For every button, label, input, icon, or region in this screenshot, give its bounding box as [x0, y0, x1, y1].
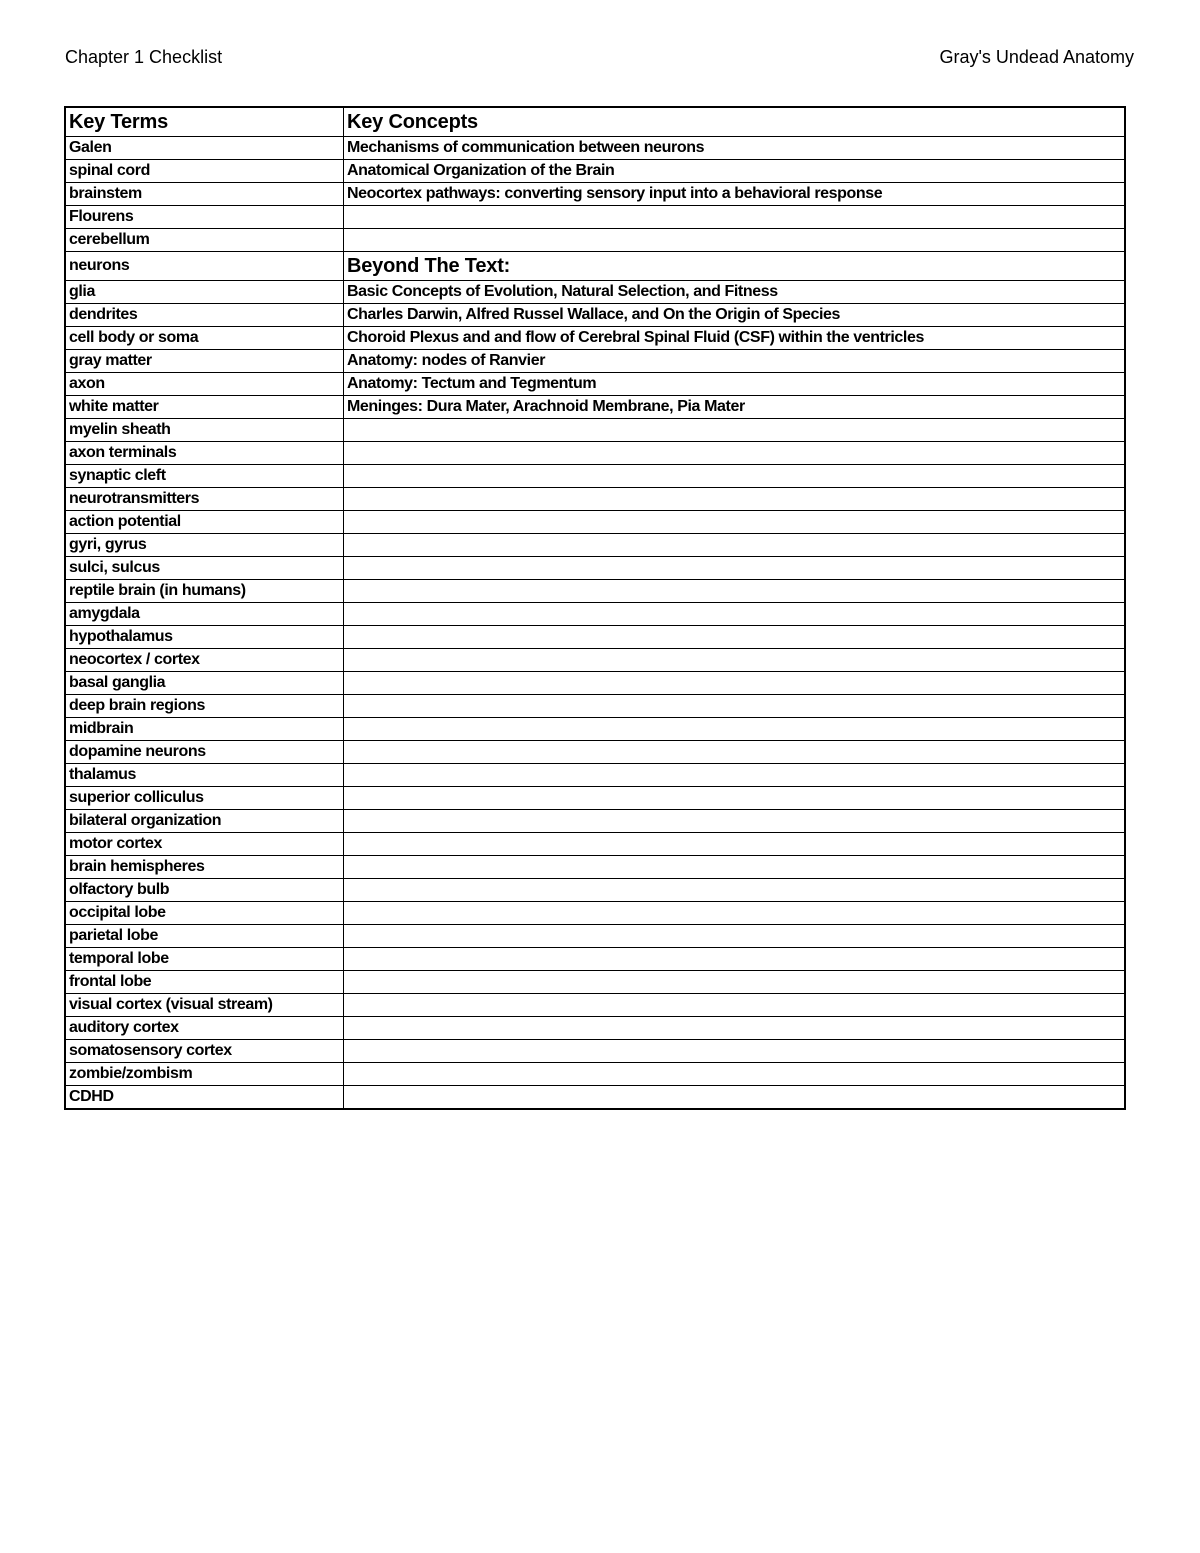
table-row	[65, 252, 1125, 281]
key-term-cell: temporal lobe	[65, 948, 344, 971]
key-term-cell: neocortex / cortex	[65, 649, 344, 672]
key-term-cell: Flourens	[65, 206, 344, 229]
key-concept-cell: Anatomy: Tectum and Tegmentum	[344, 373, 1126, 396]
key-term-cell: dendrites	[65, 304, 344, 327]
table-header-row	[65, 107, 1125, 137]
key-concept-cell	[344, 695, 1126, 718]
key-term-cell: myelin sheath	[65, 419, 344, 442]
key-concept-cell	[344, 948, 1126, 971]
key-term-cell: motor cortex	[65, 833, 344, 856]
key-term-cell: hypothalamus	[65, 626, 344, 649]
key-concept-cell	[344, 787, 1126, 810]
table-row	[65, 160, 1125, 183]
key-concept-cell	[344, 1017, 1126, 1040]
table-row	[65, 695, 1125, 718]
table-row	[65, 810, 1125, 833]
key-term-cell: midbrain	[65, 718, 344, 741]
key-term-cell: occipital lobe	[65, 902, 344, 925]
key-concept-cell	[344, 229, 1126, 252]
table-row	[65, 557, 1125, 580]
table-row	[65, 327, 1125, 350]
key-concept-cell	[344, 580, 1126, 603]
column-header-key-terms: Key Terms	[65, 107, 344, 137]
key-concept-cell	[344, 488, 1126, 511]
table-row	[65, 419, 1125, 442]
column-header-key-concepts: Key Concepts	[344, 107, 1126, 137]
key-term-cell: parietal lobe	[65, 925, 344, 948]
key-concept-cell	[344, 626, 1126, 649]
table-row	[65, 1063, 1125, 1086]
key-term-cell: thalamus	[65, 764, 344, 787]
key-term-cell: basal ganglia	[65, 672, 344, 695]
table-row	[65, 833, 1125, 856]
key-term-cell: gray matter	[65, 350, 344, 373]
key-concept-cell: Charles Darwin, Alfred Russel Wallace, and On the Origin of Species	[344, 304, 1126, 327]
key-concept-cell	[344, 718, 1126, 741]
key-term-cell: axon terminals	[65, 442, 344, 465]
key-concept-cell	[344, 1086, 1126, 1110]
table-row	[65, 534, 1125, 557]
key-term-cell: cerebellum	[65, 229, 344, 252]
key-concept-cell	[344, 833, 1126, 856]
key-concept-cell	[344, 442, 1126, 465]
table-row	[65, 229, 1125, 252]
table-row	[65, 787, 1125, 810]
key-concept-cell: Neocortex pathways: converting sensory input into a behavioral response	[344, 183, 1126, 206]
table-row	[65, 442, 1125, 465]
key-concept-cell	[344, 649, 1126, 672]
table-row	[65, 649, 1125, 672]
key-term-cell: brainstem	[65, 183, 344, 206]
key-term-cell: frontal lobe	[65, 971, 344, 994]
key-term-cell: sulci, sulcus	[65, 557, 344, 580]
key-concept-cell	[344, 994, 1126, 1017]
table-row	[65, 925, 1125, 948]
table-row	[65, 879, 1125, 902]
table-row	[65, 488, 1125, 511]
page-header-title: Chapter 1 Checklist	[65, 47, 223, 67]
key-term-cell: gyri, gyrus	[65, 534, 344, 557]
table-row	[65, 281, 1125, 304]
key-term-cell: cell body or soma	[65, 327, 344, 350]
key-concept-cell	[344, 902, 1126, 925]
key-term-cell: glia	[65, 281, 344, 304]
section-heading-beyond-the-text: Beyond The Text:	[344, 252, 1126, 281]
table-row	[65, 626, 1125, 649]
table-row	[65, 856, 1125, 879]
key-concept-cell: Choroid Plexus and and flow of Cerebral Spinal Fluid (CSF) within the ventricles	[344, 327, 1126, 350]
table-row	[65, 373, 1125, 396]
table-row	[65, 1017, 1125, 1040]
key-term-cell: spinal cord	[65, 160, 344, 183]
key-term-cell: visual cortex (visual stream)	[65, 994, 344, 1017]
key-term-cell: zombie/zombism	[65, 1063, 344, 1086]
key-term-cell: dopamine neurons	[65, 741, 344, 764]
key-term-cell: axon	[65, 373, 344, 396]
key-concept-cell	[344, 511, 1126, 534]
key-concept-cell	[344, 603, 1126, 626]
key-term-cell: brain hemispheres	[65, 856, 344, 879]
key-concept-cell	[344, 206, 1126, 229]
key-concept-cell: Mechanisms of communication between neurons	[344, 137, 1126, 160]
key-term-cell: neurons	[65, 252, 344, 281]
table-row	[65, 137, 1125, 160]
key-term-cell: deep brain regions	[65, 695, 344, 718]
key-term-cell: white matter	[65, 396, 344, 419]
table-row	[65, 994, 1125, 1017]
key-concept-cell	[344, 971, 1126, 994]
table-row	[65, 304, 1125, 327]
page-header-book: Gray's Undead Anatomy	[939, 47, 1134, 67]
key-concept-cell	[344, 465, 1126, 488]
key-term-cell: amygdala	[65, 603, 344, 626]
table-row	[65, 206, 1125, 229]
key-concept-cell	[344, 856, 1126, 879]
key-term-cell: bilateral organization	[65, 810, 344, 833]
key-term-cell: synaptic cleft	[65, 465, 344, 488]
table-row	[65, 1040, 1125, 1063]
key-concept-cell: Anatomy: nodes of Ranvier	[344, 350, 1126, 373]
checklist-table	[64, 106, 1126, 1110]
table-row	[65, 580, 1125, 603]
table-row	[65, 764, 1125, 787]
table-row	[65, 948, 1125, 971]
table-row	[65, 350, 1125, 373]
key-concept-cell: Basic Concepts of Evolution, Natural Selection, and Fitness	[344, 281, 1126, 304]
key-concept-cell	[344, 1040, 1126, 1063]
table-row	[65, 1086, 1125, 1110]
key-concept-cell	[344, 764, 1126, 787]
table-row	[65, 511, 1125, 534]
key-term-cell: Galen	[65, 137, 344, 160]
key-term-cell: olfactory bulb	[65, 879, 344, 902]
key-concept-cell	[344, 672, 1126, 695]
table-row	[65, 396, 1125, 419]
key-term-cell: somatosensory cortex	[65, 1040, 344, 1063]
key-concept-cell	[344, 810, 1126, 833]
table-row	[65, 971, 1125, 994]
table-row	[65, 718, 1125, 741]
table-row	[65, 741, 1125, 764]
key-concept-cell	[344, 1063, 1126, 1086]
key-concept-cell	[344, 557, 1126, 580]
key-concept-cell	[344, 879, 1126, 902]
key-concept-cell	[344, 419, 1126, 442]
key-concept-cell	[344, 925, 1126, 948]
key-term-cell: auditory cortex	[65, 1017, 344, 1040]
key-concept-cell	[344, 741, 1126, 764]
key-term-cell: reptile brain (in humans)	[65, 580, 344, 603]
key-term-cell: superior colliculus	[65, 787, 344, 810]
key-term-cell: CDHD	[65, 1086, 344, 1110]
table-row	[65, 183, 1125, 206]
key-concept-cell: Anatomical Organization of the Brain	[344, 160, 1126, 183]
key-concept-cell: Meninges: Dura Mater, Arachnoid Membrane, Pia Mater	[344, 396, 1126, 419]
table-row	[65, 902, 1125, 925]
key-term-cell: action potential	[65, 511, 344, 534]
key-term-cell: neurotransmitters	[65, 488, 344, 511]
table-row	[65, 603, 1125, 626]
key-concept-cell	[344, 534, 1126, 557]
table-row	[65, 465, 1125, 488]
table-row	[65, 672, 1125, 695]
